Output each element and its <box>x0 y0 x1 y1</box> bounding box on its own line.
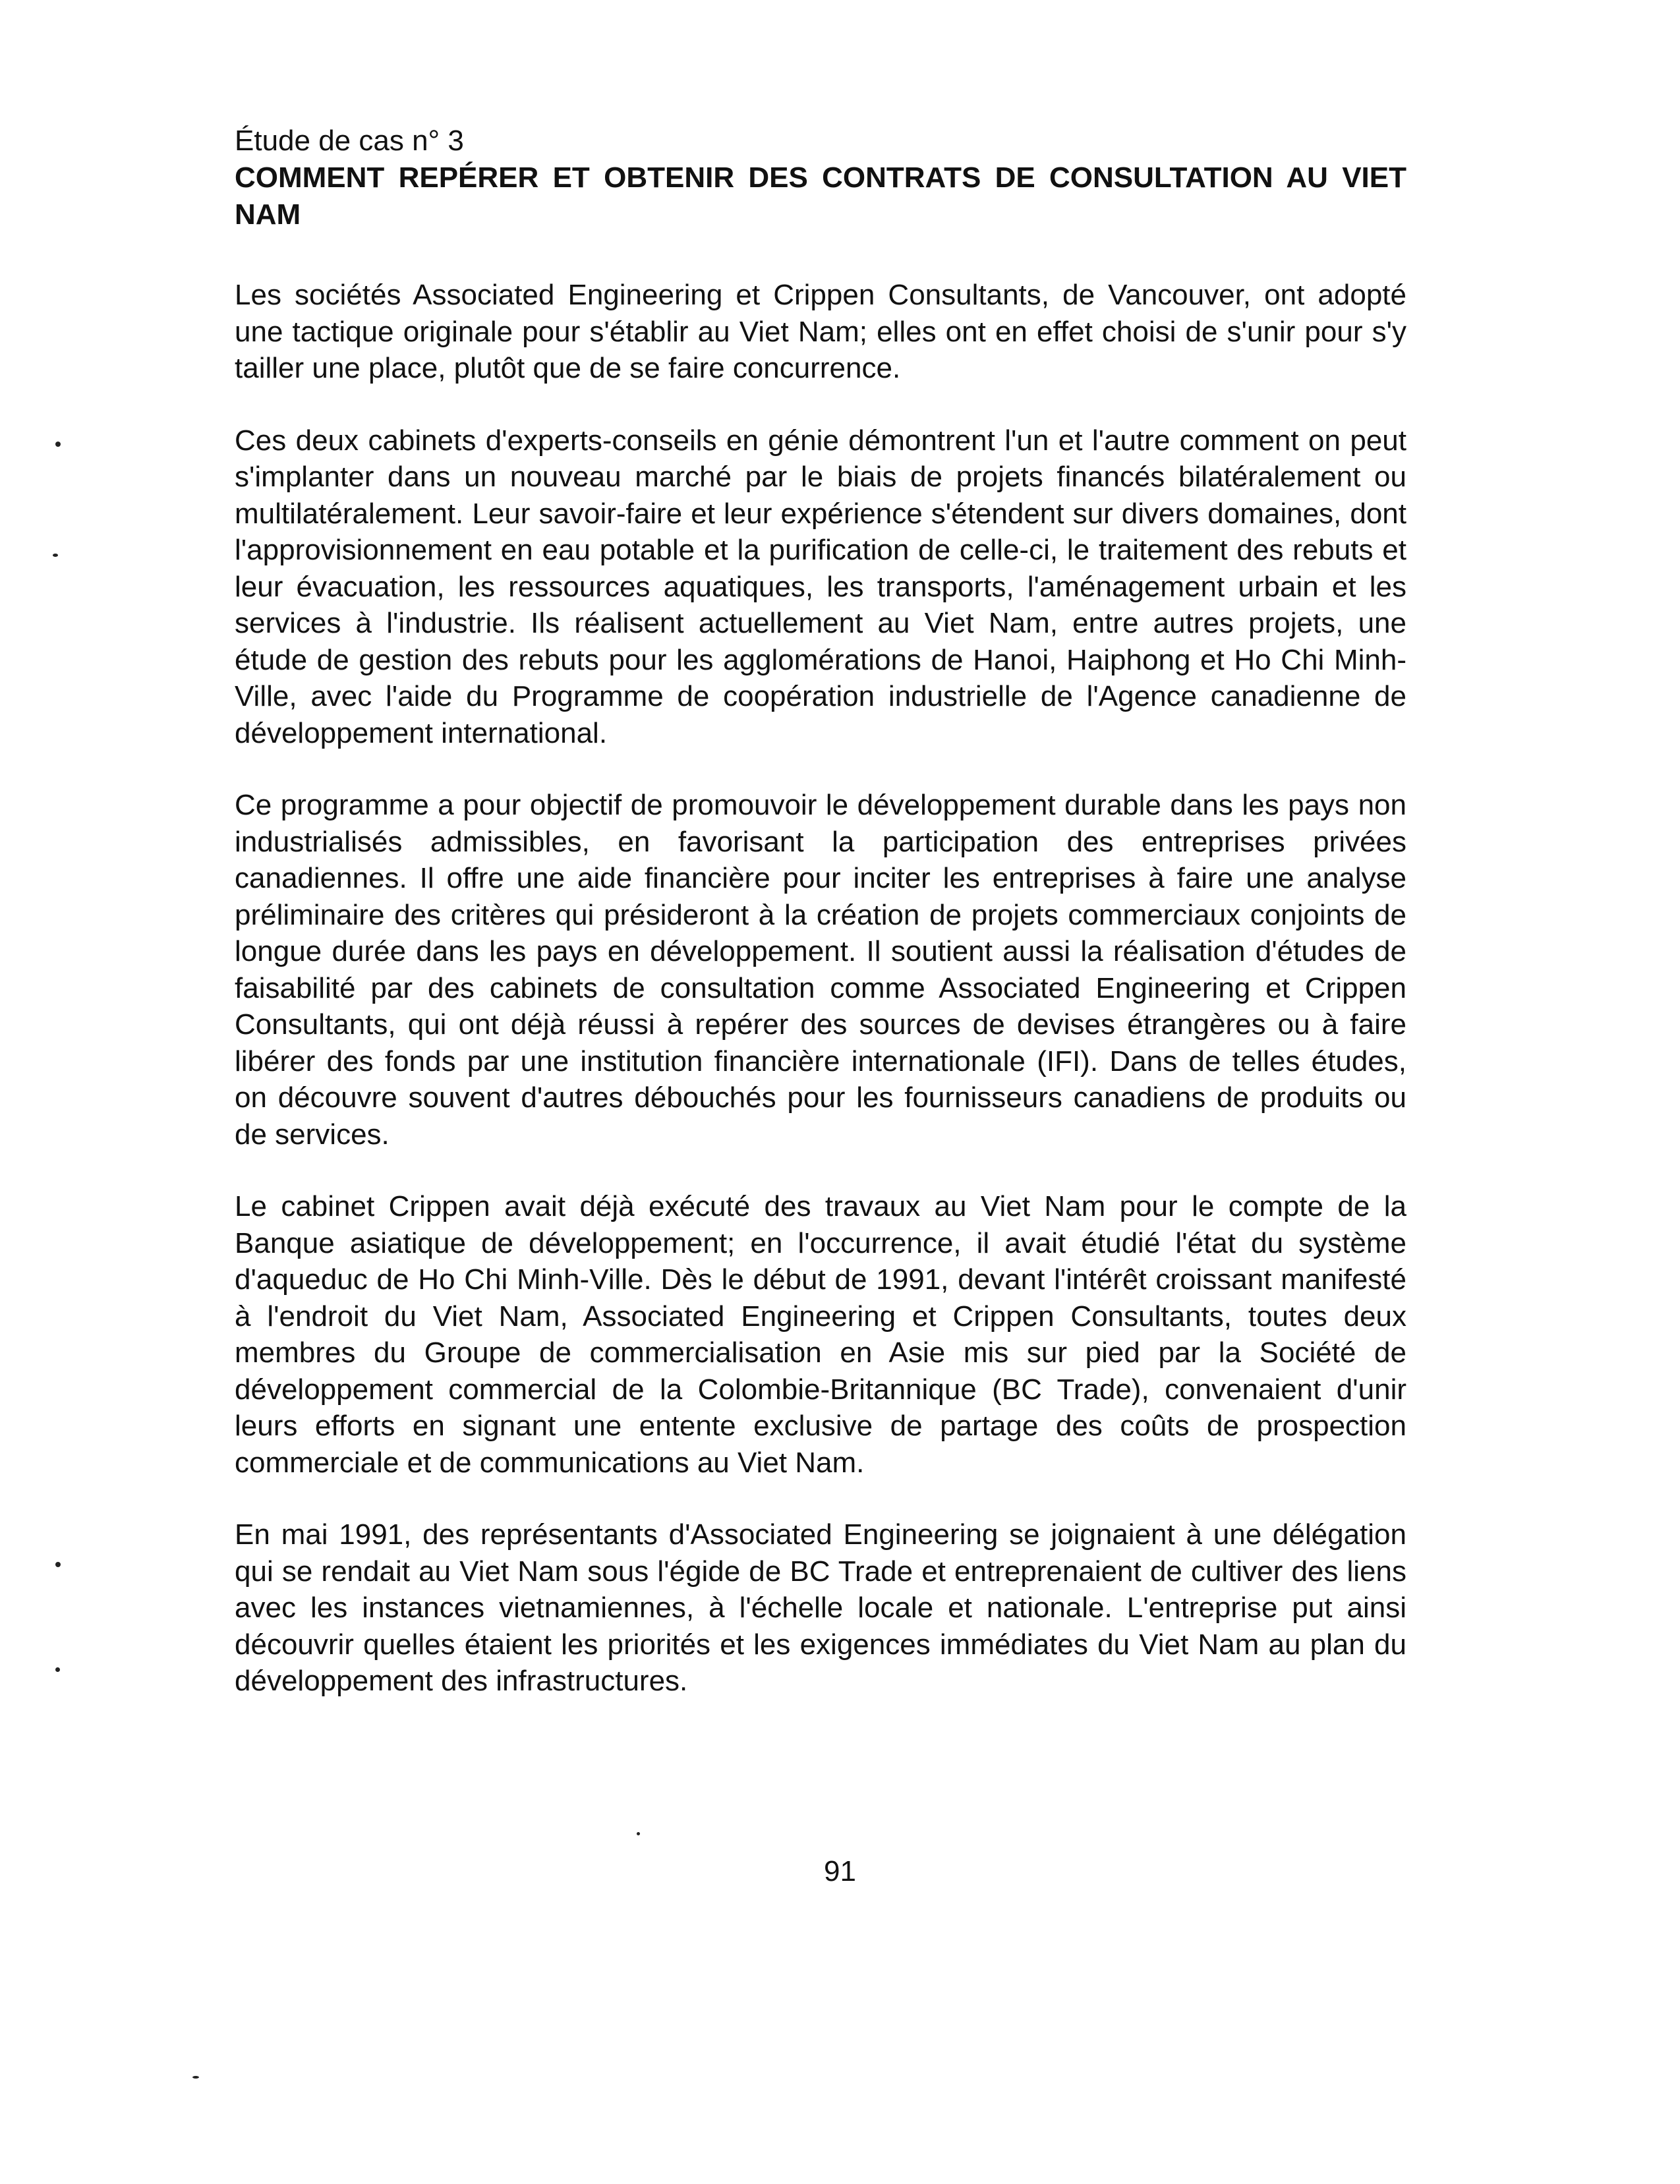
paragraph-3: Ce programme a pour objectif de promouvoir le développement durable dans les pays non industrialisés admissibles, en favorisant la participation des entreprises privées canadiennes. Il offre une aide financière pour inciter les entreprises à faire une analyse préliminaire des critères qui présideront à la création de projets commerciaux conjoints de longue durée dans les pays en développement. Il soutient aussi la réalisation d'études de faisabilité par des cabinets de consultation comme Associated Engineering et Crippen Consultants, qui ont déjà réussi à repérer des sources de devises étrangères ou à faire libérer des fonds par une institution financière internationale (IFI). Dans de telles études, on découvre souvent d'autres débouchés pour les fournisseurs canadiens de produits ou de services. <box>235 789 1406 1151</box>
paragraph-1: Les sociétés Associated Engineering et Crippen Consultants, de Vancouver, ont adopté une tactique originale pour s'établir au Viet Nam; elles ont en effet choisi de s'unir pour s'y tailler une place, plutôt que de se faire concurrence. <box>235 279 1406 384</box>
scan-speck <box>192 2076 199 2079</box>
paragraph-5: En mai 1991, des représentants d'Associated Engineering se joignaient à une délégation qui se rendait au Viet Nam sous l'égide de BC Trade et entreprenaient de cultiver des liens avec les instances vietnamiennes, à l'échelle locale et nationale. L'entreprise put ainsi découvrir quelles étaient les priorités et les exigences immédiates du Viet Nam au plan du développement des infrastructures. <box>235 1518 1406 1697</box>
page-number: 91 <box>824 1855 856 1887</box>
scan-speck <box>53 554 58 557</box>
case-study-label: Étude de cas n° 3 <box>235 125 464 157</box>
scan-speck <box>55 442 61 447</box>
page-body <box>235 123 1406 1700</box>
paragraph-2: Ces deux cabinets d'experts-conseils en génie démontrent l'un et l'autre comment on peut s'implanter dans un nouveau marché par le biais de projets financés bilatéralement ou multilatéralement. Leur savoir-faire et leur expérience s'étendent sur divers domaines, dont l'approvisionnement en eau potable et la purification de celle-ci, le traitement des rebuts et leur évacuation, les ressources aquatiques, les transports, l'aménagement urbain et les services à l'industrie. Ils réalisent actuellement au Viet Nam, entre autres projets, une étude de gestion des rebuts pour les agglomérations de Hanoi, Haiphong et Ho Chi Minh-Ville, avec l'aide du Programme de coopération industrielle de l'Agence canadienne de développement international. <box>235 424 1406 749</box>
case-study-title: COMMENT REPÉRER ET OBTENIR DES CONTRATS DE CONSULTATION AU VIET NAM <box>235 161 1406 231</box>
scan-speck <box>55 1667 60 1672</box>
scan-speck <box>55 1562 61 1567</box>
scan-speck <box>637 1832 640 1835</box>
paragraph-4: Le cabinet Crippen avait déjà exécuté des travaux au Viet Nam pour le compte de la Banque asiatique de développement; en l'occurrence, il avait étudié l'état du système d'aqueduc de Ho Chi Minh-Ville. Dès le début de 1991, devant l'intérêt croissant manifesté à l'endroit du Viet Nam, Associated Engineering et Crippen Consultants, toutes deux membres du Groupe de commercialisation en Asie mis sur pied par la Société de développement commercial de la Colombie-Britannique (BC Trade), convenaient d'unir leurs efforts en signant une entente exclusive de partage des coûts de prospection commerciale et de communications au Viet Nam. <box>235 1190 1406 1479</box>
